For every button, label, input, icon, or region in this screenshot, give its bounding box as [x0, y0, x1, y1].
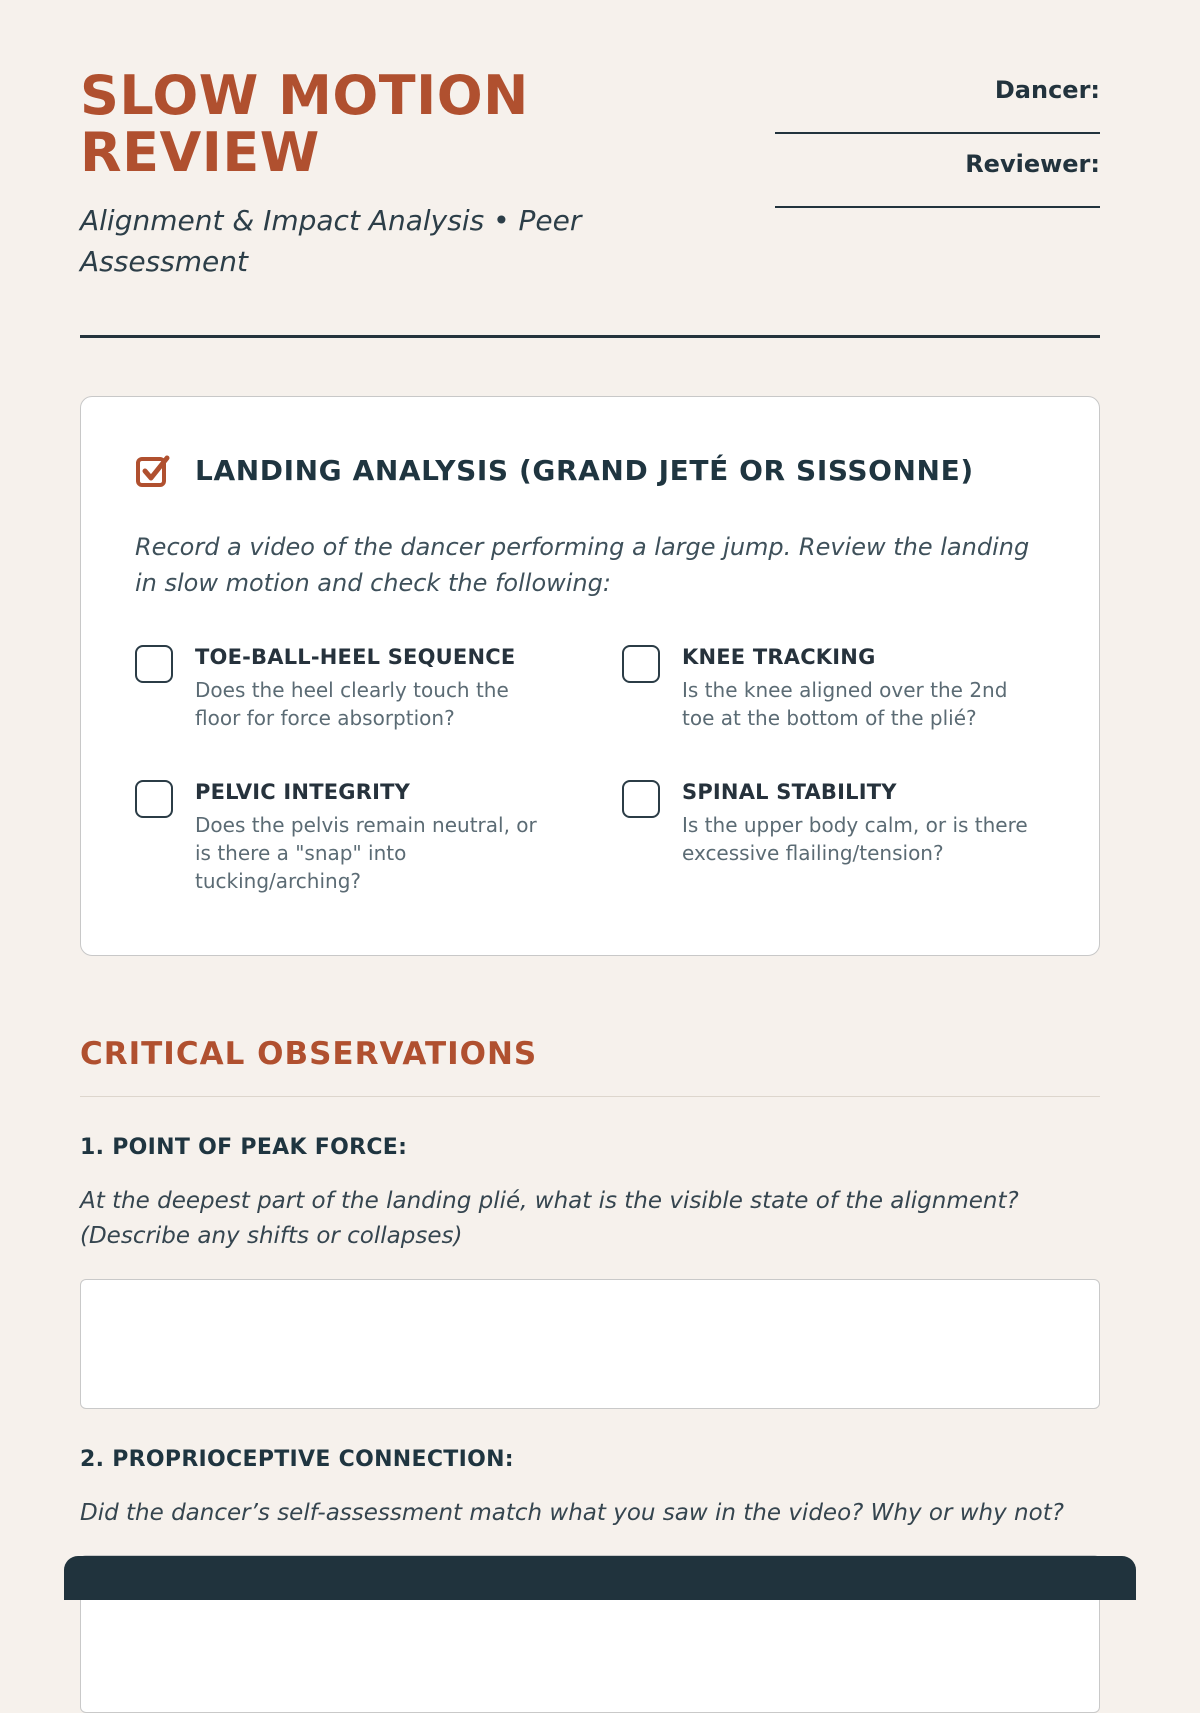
checklist-item-label: TOE-BALL-HEEL SEQUENCE: [195, 644, 516, 669]
page-title: SLOW MOTION REVIEW: [80, 64, 529, 184]
critical-observations-heading: CRITICAL OBSERVATIONS: [80, 1035, 538, 1072]
question-2-label: 2. PROPRIOCEPTIVE CONNECTION:: [80, 1446, 514, 1472]
page-content: [80, 0, 1100, 1713]
landing-analysis-instructions: Record a video of the dancer performing a large jump. Review the landing in slow motion and check the following:: [135, 532, 1030, 597]
checklist-item-label: PELVIC INTEGRITY: [195, 779, 411, 804]
question-1: [80, 1135, 1100, 1409]
checklist-item-knee-tracking: [622, 645, 1045, 732]
critical-observations-divider: [80, 1096, 1100, 1097]
question-1-label: 1. POINT OF PEAK FORCE:: [80, 1134, 408, 1160]
checklist-item-description: Does the heel clearly touch the floor for force absorption?: [195, 677, 509, 730]
landing-analysis-card: [80, 396, 1100, 956]
card-heading-row: [135, 453, 1045, 489]
question-2-prompt: Did the dancer’s self-assessment match what you saw in the video? Why or why not?: [80, 1499, 1064, 1526]
header: [80, 0, 1100, 283]
checklist-item-text: [195, 645, 558, 732]
reviewer-label: Reviewer:: [965, 150, 1100, 178]
header-left: [80, 64, 775, 283]
page-subtitle: Alignment & Impact Analysis • Peer Assessment: [80, 204, 582, 278]
reviewer-write-in-line[interactable]: [775, 178, 1100, 208]
checklist-item-description: Does the pelvis remain neutral, or is there a "snap" into tucking/arching?: [195, 812, 537, 893]
checkbox-knee-tracking[interactable]: [622, 645, 660, 683]
next-section-bar: [64, 1556, 1136, 1600]
checklist-item-description: Is the upper body calm, or is there excessive flailing/tension?: [682, 812, 1028, 865]
checklist-item-description: Is the knee aligned over the 2nd toe at the bottom of the plié?: [682, 677, 1008, 730]
dancer-write-in-line[interactable]: [775, 104, 1100, 134]
checkbox-toe-ball-heel[interactable]: [135, 645, 173, 683]
checked-box-icon: [135, 453, 171, 489]
checklist-item-text: [682, 780, 1045, 867]
checklist-grid: [135, 645, 1045, 895]
checklist-item-toe-ball-heel: [135, 645, 558, 732]
question-1-answer-field[interactable]: [80, 1279, 1100, 1409]
checklist-item-label: SPINAL STABILITY: [682, 779, 897, 804]
checklist-item-text: [682, 645, 1045, 732]
checklist-item-text: [195, 780, 558, 895]
checkbox-pelvic-integrity[interactable]: [135, 780, 173, 818]
checklist-item-pelvic-integrity: [135, 780, 558, 895]
dancer-label: Dancer:: [994, 76, 1100, 104]
question-1-prompt: At the deepest part of the landing plié, what is the visible state of the alignment? (Describe any shifts or collapses): [80, 1187, 1019, 1250]
checklist-item-label: KNEE TRACKING: [682, 644, 876, 669]
landing-analysis-heading: LANDING ANALYSIS (GRAND JETÉ OR SISSONNE): [195, 454, 974, 488]
header-divider: [80, 335, 1100, 338]
checkbox-spinal-stability[interactable]: [622, 780, 660, 818]
header-fields: [775, 68, 1100, 283]
checklist-item-spinal-stability: [622, 780, 1045, 895]
